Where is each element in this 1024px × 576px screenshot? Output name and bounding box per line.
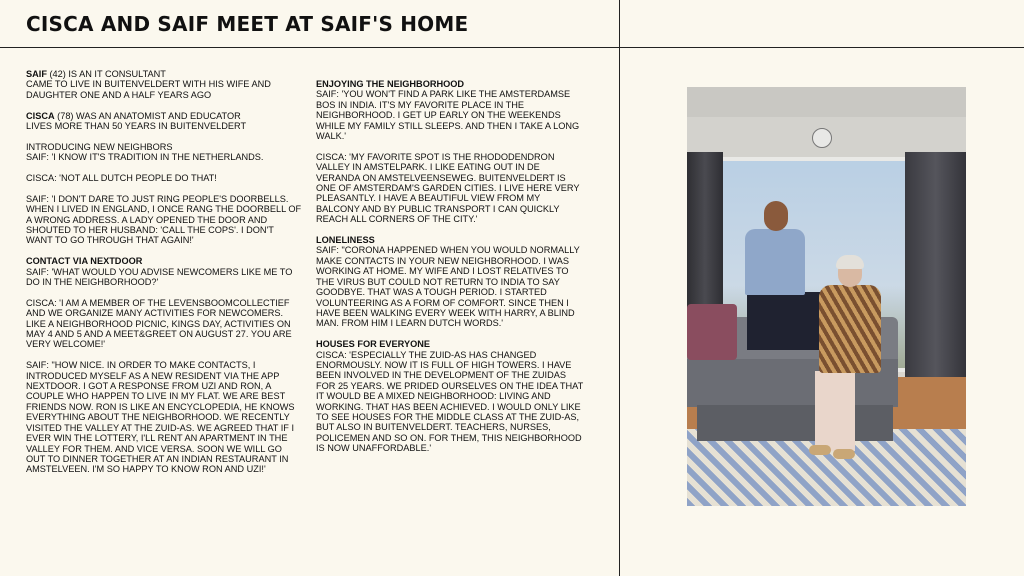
- right-curtain: [905, 152, 966, 382]
- intro-heading: INTRODUCING NEW NEIGHBORS: [26, 141, 173, 152]
- man-body: [745, 229, 805, 295]
- enjoy-heading: ENJOYING THE NEIGHBORHOOD: [316, 79, 465, 89]
- contact-quote-1: SAIF: 'WHAT WOULD YOU ADVISE NEWCOMERS LIKE ME TO DO IN THE NEIGHBORHOOD?': [26, 266, 293, 288]
- intro-section: [26, 142, 302, 163]
- contact-quote-3: SAIF: "HOW NICE. IN ORDER TO MAKE CONTACTS, I INTRODUCED MYSELF AS A NEW RESIDENT VIA THE APP NEXTDOOR. I GOT A RESPONSE FROM UZI AND RON, A COUPLE WHO HAPPEN TO LIVE IN MY FLAT. WE ARE BEST FRIENDS NOW. RON IS LIKE AN ENCYCLOPEDIA, HE KNOWS EVERYTHING ABOUT THE NEIGHBORHOOD. WE RECENTLY VISITED THE VALLEY AT THE ZUID-AS. WE AGREED THAT IF I EVER WIN THE LOTTERY, I'LL RENT AN APARTMENT IN THE VALLEY FOR THEM. AND VICE VERSA. SOON WE WILL GO OUT TO DINNER TOGETHER AT AN INDIAN RESTAURANT IN AMSTELVEEN. I'M SO HAPPY TO KNOW RON AND UZI!': [26, 360, 295, 475]
- woman-body: [819, 285, 881, 373]
- left-text-column: [26, 69, 302, 485]
- saif-intro: [26, 69, 302, 100]
- woman-hair: [836, 255, 864, 269]
- page-title: CISCA AND SAIF MEET AT SAIF'S HOME: [26, 12, 469, 36]
- houses-section: [316, 339, 586, 453]
- man-legs: [747, 292, 821, 350]
- cisca-intro: [26, 111, 302, 132]
- cisca-age-role: (78) WAS AN ANATOMIST AND EDUCATOR: [54, 110, 241, 121]
- portrait-photo: [687, 87, 966, 506]
- saif-age-role: (42) IS AN IT CONSULTANT: [46, 69, 166, 79]
- enjoy-section: [316, 79, 586, 141]
- houses-quote: CISCA: 'ESPECIALLY THE ZUID-AS HAS CHANGED ENORMOUSLY. NOW IT IS FULL OF HIGH TOWERS. I HAVE BEEN INVOLVED IN THE DEVELOPMENT OF THE ZUIDAS FOR 25 YEARS. WE PRIDED OURSELVES ON THE IDEA THAT IT WOULD BE A MIXED NEIGHBORHOOD: LIVING AND WORKING. THAT HAS BEEN ACHIEVED. I WOULD ONLY LIKE TO SEE HOUSES FOR THE MIDDLE CLASS AT THE ZUID-AS, BUT ALSO IN BUITENVELDERT. TEACHERS, NURSES, POLICEMEN AND SO ON. FOR THEM, THIS NEIGHBORHOOD IS NOW UNAFFORDABLE.': [316, 349, 584, 454]
- intro-quote-1: SAIF: 'I KNOW IT'S TRADITION IN THE NETHERLANDS.: [26, 152, 264, 163]
- sofa-base: [697, 405, 893, 441]
- loneliness-heading: LONELINESS: [316, 235, 375, 246]
- man-head: [764, 201, 788, 231]
- contact-section: [26, 256, 302, 287]
- saif-name: SAIF: [26, 69, 47, 79]
- right-text-column: [316, 79, 586, 464]
- houses-heading: HOUSES FOR EVERYONE: [316, 339, 431, 350]
- loneliness-section: [316, 235, 586, 329]
- woman-shoe-right: [833, 449, 855, 459]
- vertical-divider: [619, 0, 620, 576]
- woman-legs: [815, 371, 855, 451]
- intro-quote-3: SAIF: 'I DON'T DARE TO JUST RING PEOPLE'S DOORBELLS. WHEN I LIVED IN ENGLAND, I ONCE RANG THE DOORBELL OF A WRONG ADDRESS. A LADY OPENED THE DOOR AND SHOUTED TO HER HUSBAND: 'CALL THE COPS'. I DON'T WANT TO GO THROUGH THAT AGAIN!': [26, 193, 302, 246]
- loneliness-quote: SAIF: "CORONA HAPPENED WHEN YOU WOULD NORMALLY MAKE CONTACTS IN YOUR NEW NEIGHBORHOOD. I WAS WORKING AT HOME. MY WIFE AND I LOST RELATIVES TO THE VIRUS BUT COULD NOT RETURN TO INDIA TO SAY GOODBYE. THAT WAS A TOUGH PERIOD. I STARTED VOLUNTEERING AS A FORM OF COMFORT. SINCE THEN I HAVE BEEN WALKING EVERY WEEK WITH HARRY, A BLIND MAN. FROM HIM I LEARN DUTCH WORDS.': [316, 245, 580, 329]
- enjoy-quote-1: SAIF: 'YOU WON'T FIND A PARK LIKE THE AMSTERDAMSE BOS IN INDIA. IT'S MY FAVORITE PLACE IN THE NEIGHBORHOOD. I GET UP EARLY ON THE WEEKENDS WHILE MY FAMILY STILL SLEEPS. AND THEN I TAKE A LONG WALK.': [316, 89, 580, 142]
- enjoy-quote-2: CISCA: 'MY FAVORITE SPOT IS THE RHODODENDRON VALLEY IN AMSTELPARK. I LIKE EATING OUT IN DE VERANDA ON AMSTELVEENSEWEG. BUITENVELDERT IS ONE OF AMSTERDAM'S GARDEN CITIES. I LIVE HERE VERY PLEASANTLY. I HAVE A BEAUTIFUL VIEW FROM MY BALCONY AND BY PUBLIC TRANSPORT I CAN QUICKLY REACH ALL CORNERS OF THE CITY.': [316, 151, 580, 225]
- header-divider: [0, 47, 1024, 48]
- cisca-name: CISCA: [26, 110, 55, 121]
- sofa-pillow: [687, 304, 737, 360]
- contact-heading: CONTACT VIA NEXTDOOR: [26, 256, 143, 267]
- clock-icon: [812, 128, 832, 148]
- contact-quote-2: CISCA: 'I AM A MEMBER OF THE LEVENSBOOMCOLLECTIEF AND WE ORGANIZE MANY ACTIVITIES FOR NEWCOMERS. LIKE A NEIGHBORHOOD PICNIC, KINGS DAY, ACTIVITIES ON MAY 4 AND 5 AND A MEET&GREET ON AUGUST 27. YOU ARE VERY WELCOME!': [26, 297, 292, 350]
- cisca-residence: LIVES MORE THAN 50 YEARS IN BUITENVELDERT: [26, 121, 247, 132]
- intro-quote-2: CISCA: 'NOT ALL DUTCH PEOPLE DO THAT!: [26, 173, 217, 184]
- woman-shoe-left: [809, 445, 831, 455]
- saif-residence: CAME TO LIVE IN BUITENVELDERT WITH HIS WIFE AND DAUGHTER ONE AND A HALF YEARS AGO: [26, 79, 271, 100]
